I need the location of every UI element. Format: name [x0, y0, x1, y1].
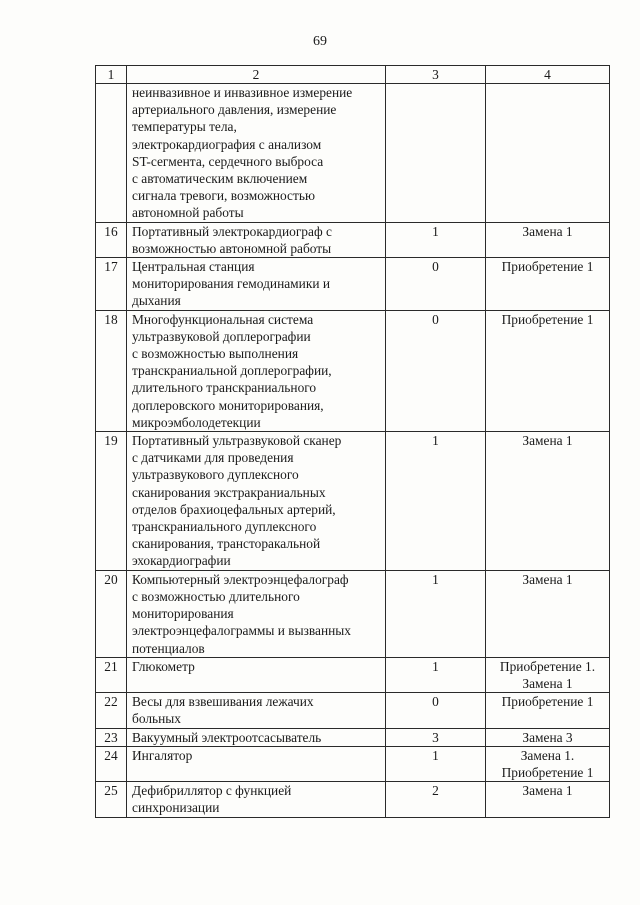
equipment-name-line: длительного транскраниального — [132, 380, 317, 396]
action-cell — [486, 693, 610, 728]
action-line: Приобретение 1 — [501, 259, 594, 275]
action-line: Приобретение 1 — [501, 311, 594, 327]
quantity-cell: 1 — [386, 570, 486, 657]
equipment-name-cell — [127, 258, 386, 311]
action-cell — [486, 657, 610, 692]
row-number-cell: 23 — [96, 728, 127, 746]
action-cell — [486, 84, 610, 223]
equipment-name-line: ультразвукового дуплексного — [132, 467, 299, 483]
action-line: Приобретение 1. — [499, 658, 596, 674]
quantity-cell — [386, 84, 486, 223]
equipment-name-line: Центральная станция — [132, 259, 255, 275]
table-row — [96, 432, 610, 571]
equipment-name-line: транскраниальной доплерографии, — [132, 363, 332, 379]
quantity-cell: 1 — [386, 222, 486, 257]
action-line: Замена 1 — [522, 571, 573, 587]
action-cell — [486, 310, 610, 431]
table-row — [96, 222, 610, 257]
equipment-name-line: температуры тела, — [132, 119, 237, 135]
equipment-name-line: потенциалов — [132, 640, 205, 656]
equipment-name-line: мониторирования гемодинамики и — [132, 276, 331, 292]
row-number-cell: 18 — [96, 310, 127, 431]
equipment-name-cell — [127, 432, 386, 571]
equipment-name-line: с датчиками для проведения — [132, 450, 294, 466]
action-cell — [486, 222, 610, 257]
equipment-name-line: Вакуумный электроотсасыватель — [132, 729, 322, 745]
header-cell: 4 — [486, 66, 610, 84]
row-number-cell: 20 — [96, 570, 127, 657]
action-line: Замена 1 — [522, 433, 573, 449]
row-number-cell — [96, 84, 127, 223]
page-number: 69 — [313, 34, 327, 49]
equipment-name-cell — [127, 570, 386, 657]
action-line: Замена 1 — [522, 675, 573, 691]
header-cell: 1 — [96, 66, 127, 84]
row-number-cell: 22 — [96, 693, 127, 728]
header-cell: 3 — [386, 66, 486, 84]
action-line: Приобретение 1 — [501, 764, 594, 780]
table-body — [96, 66, 610, 818]
quantity-cell: 0 — [386, 258, 486, 311]
equipment-name-cell — [127, 657, 386, 692]
equipment-name-line: электроэнцефалограммы и вызванных — [132, 623, 351, 639]
equipment-name-line: доплеровского мониторирования, — [132, 397, 324, 413]
row-number-cell: 19 — [96, 432, 127, 571]
table-row — [96, 570, 610, 657]
equipment-name-line: с автоматическим включением — [132, 171, 308, 187]
action-cell — [486, 432, 610, 571]
equipment-name-line: синхронизации — [132, 800, 220, 816]
equipment-name-cell — [127, 746, 386, 781]
action-line: Замена 1 — [522, 223, 573, 239]
row-number-cell: 16 — [96, 222, 127, 257]
header-cell: 2 — [127, 66, 386, 84]
quantity-cell: 3 — [386, 728, 486, 746]
quantity-cell: 1 — [386, 432, 486, 571]
equipment-name-line: электрокардиография с анализом — [132, 136, 322, 152]
quantity-cell: 0 — [386, 310, 486, 431]
table-row — [96, 84, 610, 223]
row-number-cell: 21 — [96, 657, 127, 692]
quantity-cell: 1 — [386, 657, 486, 692]
equipment-name-line: Дефибриллятор с функцией — [132, 783, 292, 799]
equipment-name-line: автономной работы — [132, 205, 244, 221]
equipment-name-line: с возможностью выполнения — [132, 346, 299, 362]
action-line: Замена 3 — [522, 729, 573, 745]
action-cell — [486, 746, 610, 781]
row-number-cell: 17 — [96, 258, 127, 311]
equipment-name-line: с возможностью длительного — [132, 588, 300, 604]
table-row — [96, 693, 610, 728]
equipment-name-line: Компьютерный электроэнцефалограф — [132, 571, 349, 587]
equipment-name-line: Портативный ультразвуковой сканер — [132, 433, 342, 449]
equipment-name-line: Портативный электрокардиограф с — [132, 223, 332, 239]
equipment-name-line: микроэмболодетекции — [132, 414, 261, 430]
equipment-name-line: Ингалятор — [132, 747, 193, 763]
equipment-name-line: ультразвуковой доплерографии — [132, 328, 311, 344]
equipment-name-line: мониторирования — [132, 606, 234, 622]
equipment-name-line: отделов брахиоцефальных артерий, — [132, 501, 336, 517]
equipment-name-line: неинвазивное и инвазивное измерение — [132, 85, 353, 100]
table-header-row — [96, 66, 610, 84]
quantity-cell: 2 — [386, 782, 486, 817]
action-cell — [486, 570, 610, 657]
equipment-name-line: Весы для взвешивания лежачих — [132, 694, 314, 710]
equipment-name-line: дыхания — [132, 293, 181, 309]
table-row — [96, 746, 610, 781]
action-line: Приобретение 1 — [501, 694, 594, 710]
equipment-table — [95, 65, 610, 818]
equipment-name-line: больных — [132, 711, 181, 727]
equipment-name-line: возможностью автономной работы — [132, 240, 332, 256]
table-row — [96, 728, 610, 746]
table-row — [96, 782, 610, 817]
equipment-name-line: артериального давления, измерение — [132, 102, 337, 118]
table-row — [96, 258, 610, 311]
equipment-name-line: Глюкометр — [132, 658, 195, 674]
row-number-cell: 25 — [96, 782, 127, 817]
equipment-name-cell — [127, 84, 386, 223]
equipment-name-line: эхокардиографии — [132, 553, 231, 569]
equipment-name-line: сигнала тревоги, возможностью — [132, 188, 315, 204]
equipment-name-cell — [127, 222, 386, 257]
equipment-name-line: ST-сегмента, сердечного выброса — [132, 153, 324, 169]
equipment-name-line: сканирования экстракраниальных — [132, 484, 326, 500]
equipment-name-cell — [127, 782, 386, 817]
equipment-name-cell — [127, 693, 386, 728]
quantity-cell: 0 — [386, 693, 486, 728]
equipment-name-line: Многофункциональная система — [132, 311, 314, 327]
equipment-name-cell — [127, 728, 386, 746]
row-number-cell: 24 — [96, 746, 127, 781]
table-row — [96, 310, 610, 431]
equipment-name-line: сканирования, трансторакальной — [132, 536, 321, 552]
equipment-name-line: транскраниального дуплексного — [132, 519, 317, 535]
action-cell — [486, 728, 610, 746]
equipment-name-cell — [127, 310, 386, 431]
action-line: Замена 1. — [520, 747, 575, 763]
table-row — [96, 657, 610, 692]
action-cell — [486, 782, 610, 817]
action-line: Замена 1 — [522, 783, 573, 799]
action-cell — [486, 258, 610, 311]
quantity-cell: 1 — [386, 746, 486, 781]
